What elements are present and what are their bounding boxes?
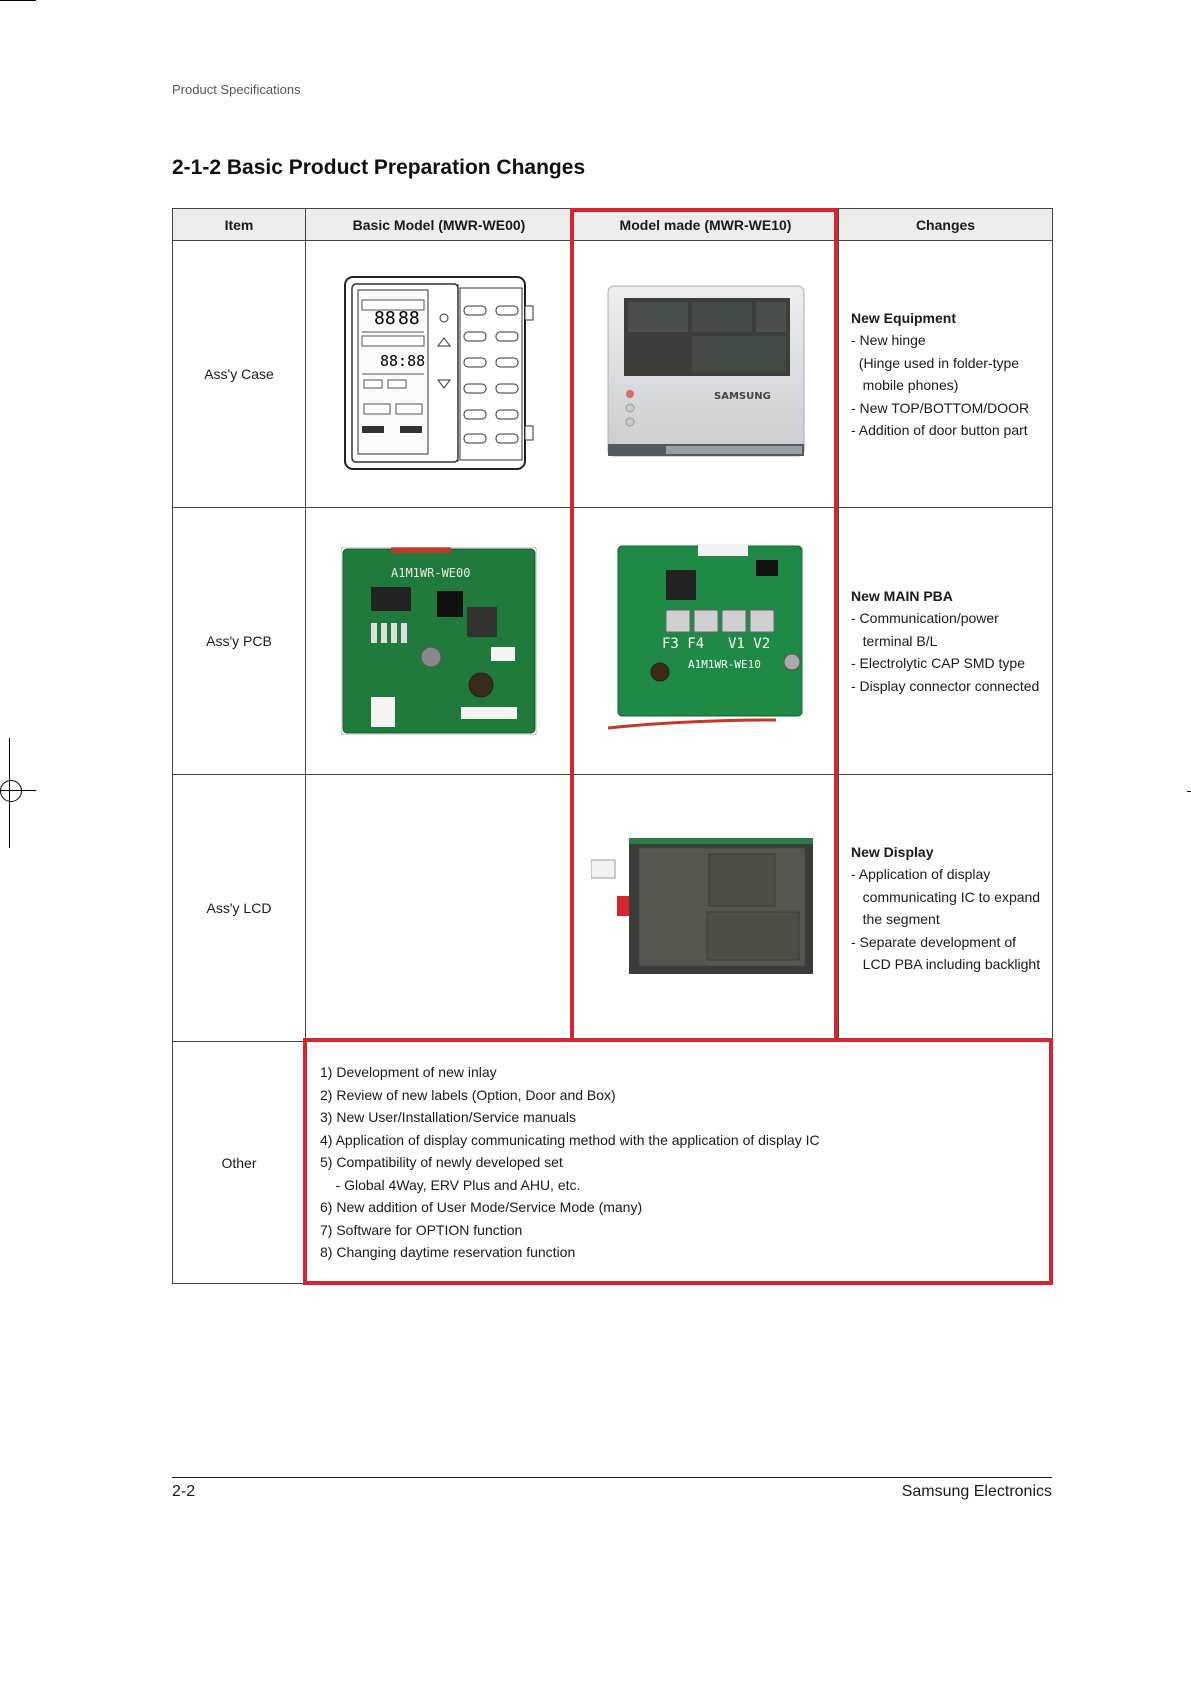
changes-line: - Separate development of <box>851 933 1016 950</box>
changes-line: terminal B/L <box>851 632 938 649</box>
other-changes-list <box>306 1042 1053 1284</box>
footer-divider <box>172 1477 1052 1478</box>
remote-line-drawing <box>344 276 534 472</box>
list-item: 8) Changing daytime reservation function <box>320 1244 576 1261</box>
lcd-photo <box>591 838 821 978</box>
list-item: 4) Application of display communicating method with the application of display IC <box>320 1131 820 1148</box>
list-item: 2) Review of new labels (Option, Door and Box) <box>320 1086 616 1103</box>
changes-table <box>172 208 1053 1284</box>
changes-title: New Display <box>851 843 934 860</box>
basic-model-lcd-empty <box>306 775 573 1042</box>
row-item-label: Other <box>173 1042 306 1284</box>
changes-title: New Equipment <box>851 309 957 326</box>
lcd-digit: 88 <box>374 308 396 329</box>
brand-logo: SAMSUNG <box>713 391 771 402</box>
pcb-photo <box>341 547 537 735</box>
list-item: 1) Development of new inlay <box>320 1064 497 1081</box>
pcb-label: A1M1WR-WE10 <box>687 658 761 671</box>
changes-line: - Application of display <box>851 866 991 882</box>
changes-cell <box>839 241 1053 508</box>
basic-model-case-image <box>306 241 573 508</box>
changes-line: - New hinge <box>851 332 926 348</box>
column-header-changes: Changes <box>839 209 1053 241</box>
changes-line: - Communication/power <box>851 610 999 627</box>
row-item-label: Ass'y Case <box>173 241 306 508</box>
table-header-row <box>173 209 1053 241</box>
registration-mark <box>1187 791 1191 792</box>
column-header-model-made: Model made (MWR-WE10) <box>573 209 839 241</box>
registration-mark <box>0 780 22 802</box>
list-item: - Global 4Way, ERV Plus and AHU, etc. <box>320 1176 581 1193</box>
changes-line: the segment <box>851 911 940 927</box>
pcb-terminal-label: V1 V2 <box>727 636 770 652</box>
pcb-terminal-label: F3 F4 <box>661 636 704 652</box>
column-header-basic-model: Basic Model (MWR-WE00) <box>306 209 573 241</box>
changes-line: communicating IC to expand <box>851 888 1041 905</box>
crop-mark <box>0 0 36 1</box>
changes-cell <box>839 508 1053 775</box>
row-item-label: Ass'y PCB <box>173 508 306 775</box>
pcb-photo <box>606 544 806 738</box>
changes-line: - Display connector connected <box>851 677 1040 694</box>
changes-line: LCD PBA including backlight <box>851 956 1041 972</box>
changes-line: (Hinge used in folder-type <box>851 354 1020 371</box>
changes-line: mobile phones) <box>851 377 959 393</box>
changes-line: - New TOP/BOTTOM/DOOR <box>851 399 1030 416</box>
list-item: 3) New User/Installation/Service manuals <box>320 1109 576 1126</box>
pcb-label: A1M1WR-WE00 <box>391 566 471 580</box>
table-row <box>173 241 1053 508</box>
lcd-clock: 88:88 <box>380 352 426 370</box>
column-header-item: Item <box>173 209 306 241</box>
changes-line: - Addition of door button part <box>851 422 1028 438</box>
changes-title: New MAIN PBA <box>851 587 953 604</box>
table-row <box>173 775 1053 1042</box>
row-item-label: Ass'y LCD <box>173 775 306 1042</box>
list-item: 5) Compatibility of newly developed set <box>320 1154 563 1171</box>
section-header: Product Specifications <box>172 82 301 97</box>
changes-line: - Electrolytic CAP SMD type <box>851 655 1026 672</box>
model-made-lcd-image <box>573 775 839 1042</box>
model-made-case-image <box>573 241 839 508</box>
basic-model-pcb-image <box>306 508 573 775</box>
changes-cell <box>839 775 1053 1042</box>
page-title: 2-1-2 Basic Product Preparation Changes <box>172 156 586 179</box>
model-made-pcb-image <box>573 508 839 775</box>
list-item: 7) Software for OPTION function <box>320 1221 523 1238</box>
page-number: 2-2 <box>172 1483 196 1500</box>
table-row <box>173 508 1053 775</box>
list-item: 6) New addition of User Mode/Service Mode (many) <box>320 1199 643 1216</box>
lcd-digit: 88 <box>398 308 420 329</box>
company-name: Samsung Electronics <box>901 1483 1052 1500</box>
table-row-other <box>173 1042 1053 1284</box>
remote-photo <box>606 284 806 464</box>
